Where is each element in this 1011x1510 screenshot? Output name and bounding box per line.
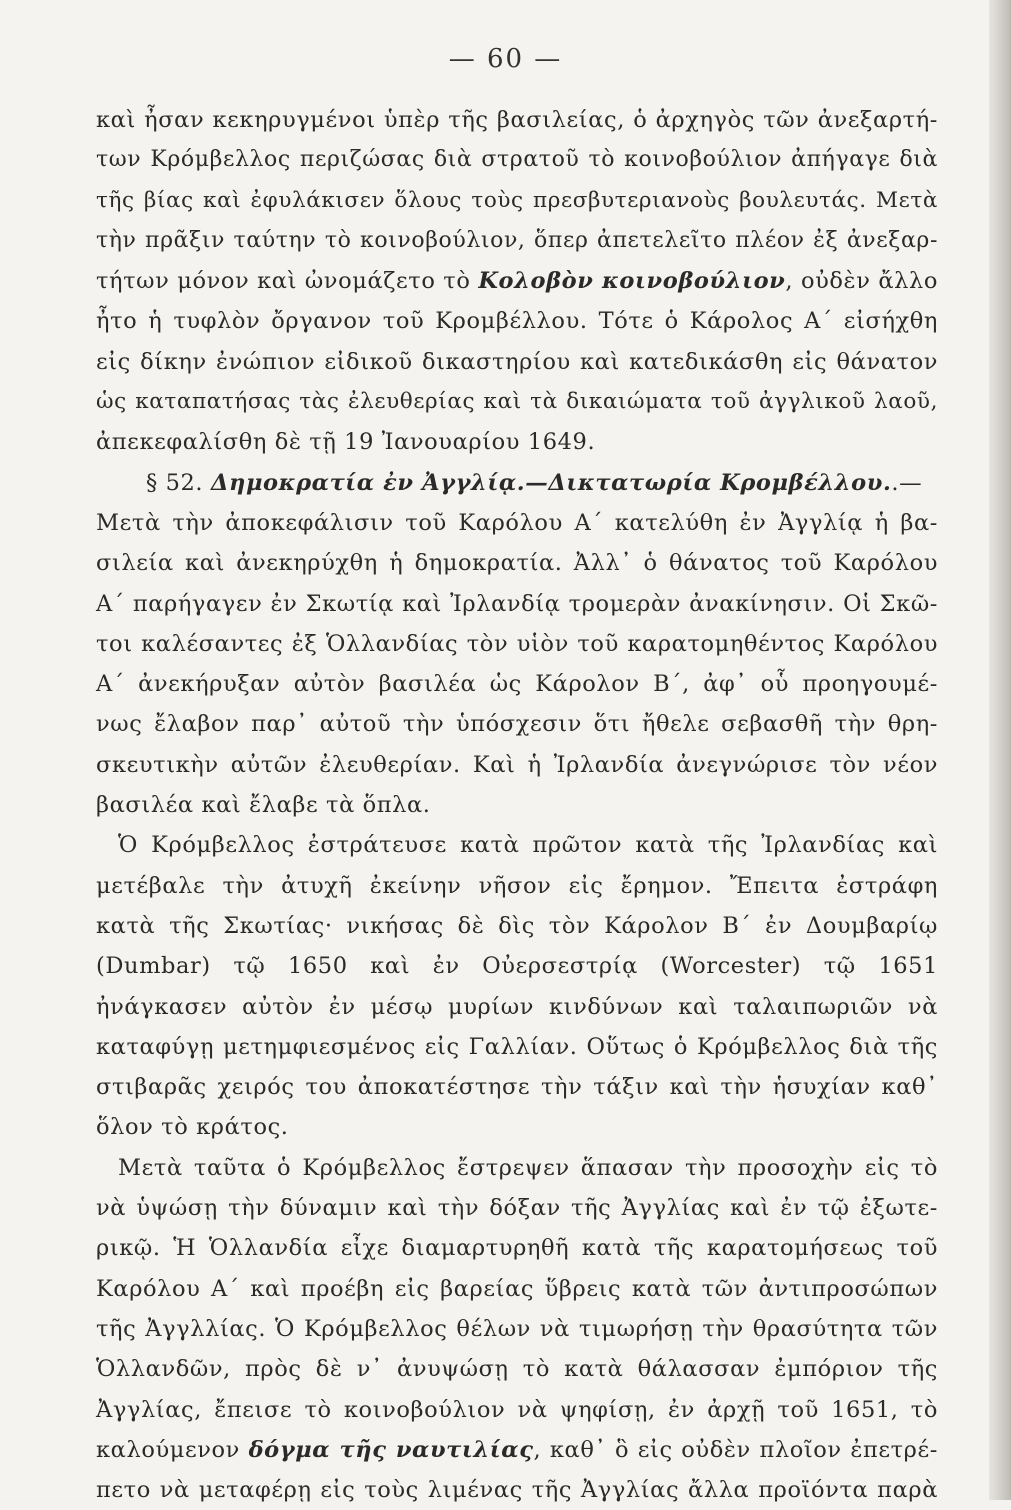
text-fragment: , καθ᾽ ὃ εἰς οὐδὲν πλοῖον ἐπετρέ- [533,1436,938,1463]
text-fragment: τήτων μόνον καὶ ὠνομάζετο τὸ [96,268,479,295]
text-line: Α΄ παρήγαγεν ἐν Σκωτίᾳ καὶ Ἰρλανδίᾳ τρομερὰν ἀνακίνησιν. Οἱ Σκῶ- [96,590,938,617]
text-line: πετο νὰ μεταφέρῃ εἰς τοὺς λιμένας τῆς Ἀγγλίας ἄλλα προϊόντα παρὰ [96,1477,938,1504]
text-fragment: , οὐδὲν ἄλλο [785,268,938,295]
text-line: τὴν πρᾶξιν ταύτην τὸ κοινοβούλιον, ὅπερ ἀπετελεῖτο πλέον ἐξ ἀνεξαρ- [96,227,938,253]
text-line: σιλεία καὶ ἀνεκηρύχθη ἡ δημοκρατία. Ἀλλ᾽ ὁ θάνατος τοῦ Καρόλου [96,550,938,577]
section-number: § 52. [146,469,211,496]
text-line: τῆς βίας καὶ ἐφυλάκισεν ὅλους τοὺς πρεσβυτεριανοὺς βουλευτάς. Μετὰ [96,187,938,213]
section-title: Δημοκρατία ἐν Ἀγγλίᾳ.—Δικτατωρία Κρομβέλλου. [210,469,892,496]
text-line: Ὁ Κρόμβελλος ἐστράτευσε κατὰ πρῶτον κατὰ τῆς Ἰρλανδίας καὶ [118,832,938,859]
text-line: Καρόλου Α΄ καὶ προέβη εἰς βαρείας ὕβρεις κατὰ τῶν ἀντιπροσώπων [96,1275,938,1302]
text-line: τῆς Ἀγγλλίας. Ὁ Κρόμβελλος θέλων νὰ τιμωρήσῃ τὴν θρασύτητα τῶν [96,1315,938,1342]
emphasized-term: Κολοβὸν κοινοβούλιον [478,268,786,295]
text-line [96,261,938,301]
section-heading-dash: .— [891,469,923,496]
text-fragment: καλούμενον [96,1436,249,1463]
text-line: ὅλον τὸ κράτος. [96,1114,289,1141]
text-line: καὶ ἦσαν κεκηρυγμένοι ὑπὲρ τῆς βασιλείας, ὁ ἀρχηγὸς τῶν ἀνεξαρτή- [96,107,938,133]
text-line: κατὰ τῆς Σκωτίας· νικήσας δὲ δὶς τὸν Κάρολον Β΄ ἐν Δουμβαρίῳ [96,912,938,939]
text-line: των Κρόμβελλος περιζώσας διὰ στρατοῦ τὸ κοινοβούλιον ἀπήγαγε διὰ [96,147,938,173]
page-edge-shadow [989,0,1011,1500]
text-line: Μετὰ τὴν ἀποκεφάλισιν τοῦ Καρόλου Α΄ κατελύθη ἐν Ἀγγλίᾳ ἡ βα- [96,509,938,536]
page-number: — 60 — [448,44,563,74]
text-line: εἰς δίκην ἐνώπιον εἰδικοῦ δικαστηρίου καὶ κατεδικάσθη εἰς θάνατον [96,348,938,375]
text-line: ἠνάγκασεν αὐτὸν ἐν μέσῳ μυρίων κινδύνων καὶ ταλαιπωριῶν νὰ [96,993,938,1020]
text-line: ὡς καταπατήσας τὰς ἐλευθερίας καὶ τὰ δικαιώματα τοῦ ἀγγλικοῦ λαοῦ, [96,389,938,415]
section-heading [96,463,938,503]
text-line: ἦτο ἡ τυφλὸν ὄργανον τοῦ Κρομβέλλου. Τότε ὁ Κάρολος Α΄ εἰσήχθη [96,308,938,335]
text-line: Ὁλλανδῶν, πρὸς δὲ ν᾽ ἀνυψώσῃ τὸ κατὰ θάλασσαν ἐμπόριον τῆς [96,1356,938,1383]
page-text-block [96,100,938,1510]
text-line: νως ἔλαβον παρ᾽ αὐτοῦ τὴν ὑπόσχεσιν ὅτι ἤθελε σεβασθῆ τὴν θρη- [96,711,938,738]
text-line: τοι καλέσαντες ἐξ Ὁλλανδίας τὸν υἱὸν τοῦ καρατομηθέντος Καρόλου [96,630,938,657]
text-line [96,1430,938,1470]
text-line: ἀπεκεφαλίσθη δὲ τῇ 19 Ἰανουαρίου 1649. [96,429,596,456]
text-line: βασιλέα καὶ ἔλαβε τὰ ὅπλα. [96,792,431,819]
text-line: νὰ ὑψώσῃ τὴν δύναμιν καὶ τὴν δόξαν τῆς Ἀγγλίας καὶ ἐν τῷ ἐξωτε- [96,1195,938,1222]
text-line: Α΄ ἀνεκήρυξαν αὐτὸν βασιλέα ὡς Κάρολον Β΄, ἀφ᾽ οὗ προηγουμέ- [96,671,938,698]
text-line: καταφύγῃ μετημφιεσμένος εἰς Γαλλίαν. Οὕτως ὁ Κρόμβελλος διὰ τῆς [96,1033,938,1060]
text-line: στιβαρᾶς χειρός του ἀποκατέστησε τὴν τάξιν καὶ τὴν ἡσυχίαν καθ᾽ [96,1074,938,1101]
emphasized-term: δόγμα τῆς ναυτιλίας [248,1436,534,1463]
text-line: (Dumbar) τῷ 1650 καὶ ἐν Οὐερσεστρίᾳ (Worcester) τῷ 1651 [96,953,938,980]
text-line: Ἀγγλίας, ἔπεισε τὸ κοινοβούλιον νὰ ψηφίσῃ, ἐν ἀρχῇ τοῦ 1651, τὸ [96,1396,938,1423]
text-line: μετέβαλε τὴν ἀτυχῆ ἐκείνην νῆσον εἰς ἔρημον. Ἔπειτα ἐστράφη [96,872,938,899]
text-line: Μετὰ ταῦτα ὁ Κρόμβελλος ἔστρεψεν ἅπασαν τὴν προσοχὴν εἰς τὸ [118,1154,938,1181]
text-line: ρικῷ. Ἡ Ὁλλανδία εἶχε διαμαρτυρηθῆ κατὰ τῆς καρατομήσεως τοῦ [96,1235,938,1262]
text-line: σκευτικὴν αὐτῶν ἐλευθερίαν. Καὶ ἡ Ἰρλανδία ἀνεγνώρισε τὸν νέον [96,751,938,778]
